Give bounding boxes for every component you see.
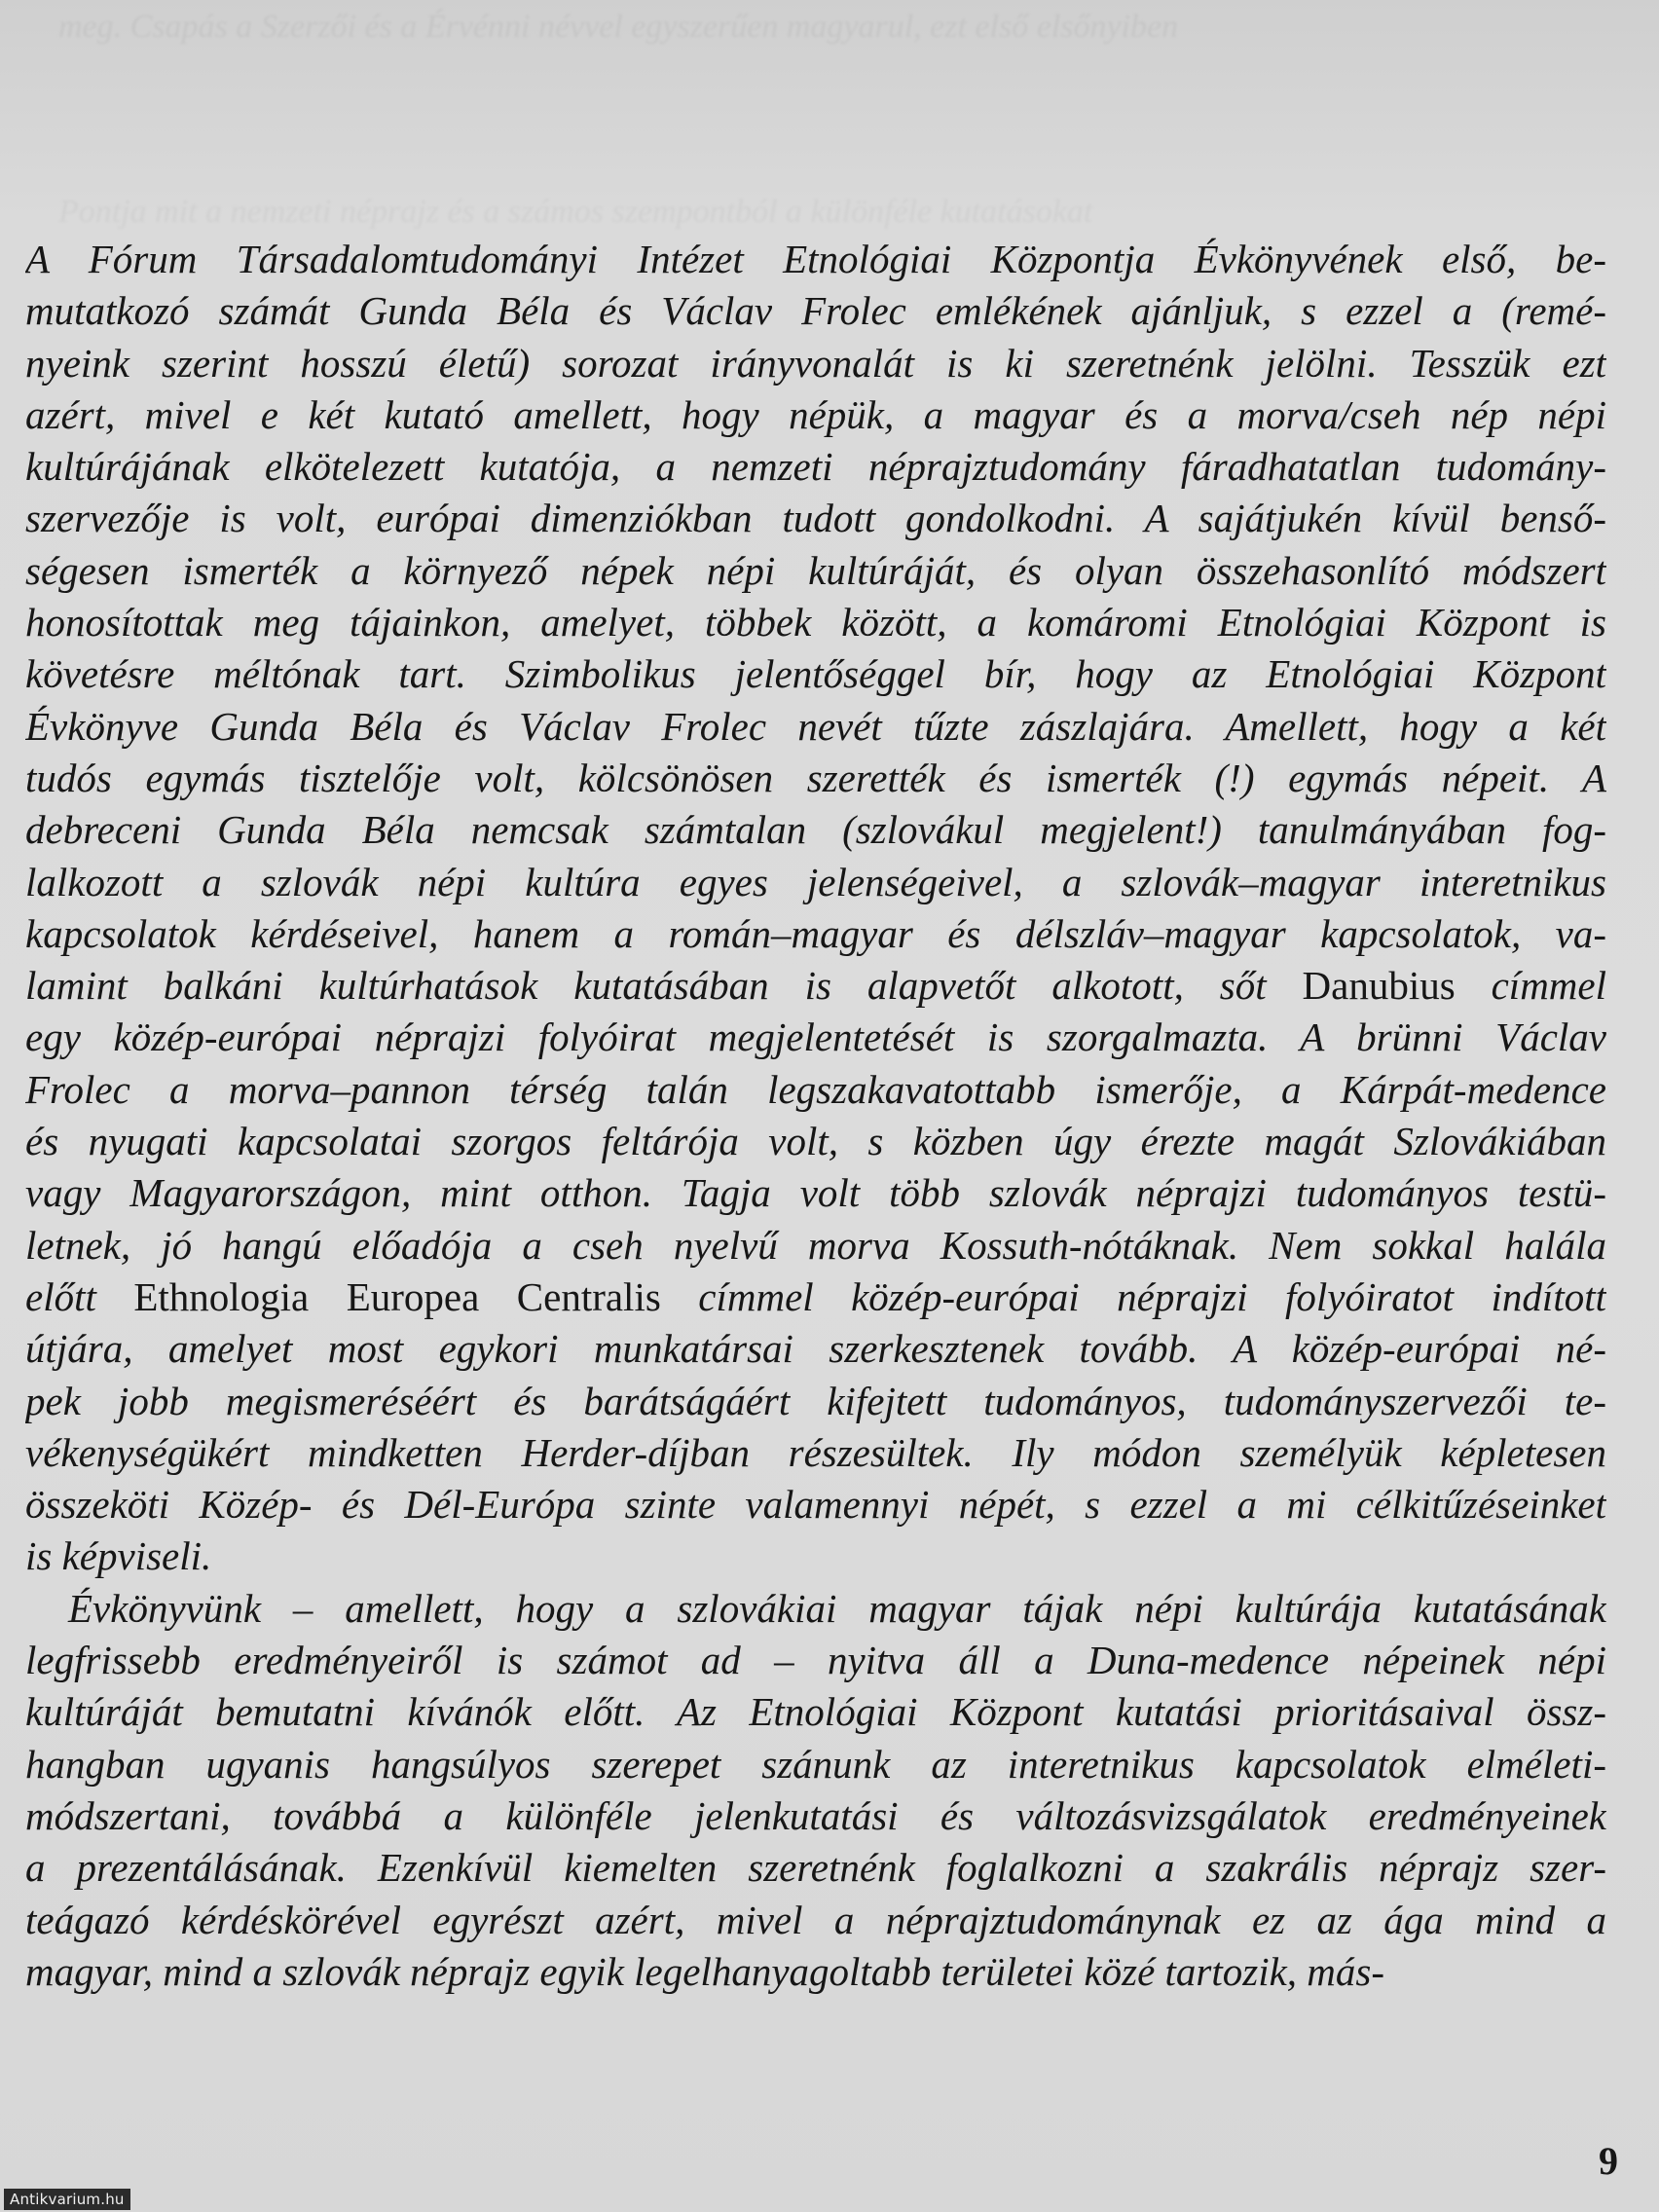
text-segment: nyeink szerint hosszú életű) sorozat irányvonalát is ki szeretnénk jelölni. Tesszük ezt	[25, 340, 1606, 386]
text-segment: azért, mivel e két kutató amellett, hogy népük, a magyar és a morva/cseh nép népi	[25, 391, 1606, 437]
text-line	[25, 1272, 1606, 1323]
page-number: 9	[1599, 2139, 1618, 2183]
text-line	[25, 1064, 1606, 1116]
text-segment: hangban ugyanis hangsúlyos szerepet szánunk az interetnikus kapcsolatok elméleti-	[25, 1741, 1606, 1787]
text-line	[25, 857, 1606, 908]
text-segment: legfrissebb eredményeiről is számot ad – nyitva áll a Duna-medence népeinek népi	[25, 1638, 1606, 1683]
text-line	[25, 1530, 1606, 1582]
text-segment: teágazó kérdéskörével egyrészt azért, mivel a néprajztudománynak ez az ága mind a	[25, 1897, 1606, 1942]
text-line	[25, 701, 1606, 753]
text-segment: is képviseli.	[25, 1533, 212, 1579]
text-segment: mutatkozó számát Gunda Béla és Václav Frolec emlékének ajánljuk, s ezzel a (remé-	[25, 288, 1606, 334]
watermark: Antikvarium.hu	[4, 2189, 130, 2210]
text-line	[25, 285, 1606, 337]
text-segment: tudós egymás tisztelője volt, kölcsönösen szerették és ismerték (!) egymás népeit. A	[25, 755, 1606, 800]
text-line	[25, 493, 1606, 544]
text-line	[25, 1220, 1606, 1272]
text-line	[25, 1583, 1606, 1635]
text-segment: ségesen ismerték a környező népek népi kultúráját, és olyan összehasonlító módszert	[25, 547, 1606, 593]
text-line	[25, 1479, 1606, 1530]
text-line	[25, 338, 1606, 389]
text-segment: előtt	[25, 1273, 134, 1319]
text-line	[25, 234, 1606, 285]
text-segment: lamint balkáni kultúrhatások kutatásában is alapvetőt alkotott, sőt	[25, 963, 1303, 1009]
text-line	[25, 1946, 1606, 1998]
text-segment: a prezentálásának. Ezenkívül kiemelten szeretnénk foglalkozni a szakrális néprajz szer-	[25, 1845, 1606, 1891]
text-line	[25, 545, 1606, 597]
text-segment: honosítottak meg tájainkon, amelyet, többek között, a komáromi Etnológiai Központ is	[25, 600, 1606, 645]
bleed-through-text-mid: Pontja mit a nemzeti néprajz és a számos szempontból a különféle kutatásokat	[58, 194, 1093, 230]
text-line	[25, 1686, 1606, 1738]
text-line	[25, 1012, 1606, 1063]
text-segment: címmel közép-európai néprajzi folyóiratot indított	[660, 1273, 1606, 1319]
text-line	[25, 441, 1606, 493]
text-line	[25, 753, 1606, 804]
text-line	[25, 1376, 1606, 1427]
text-line	[25, 1790, 1606, 1842]
text-segment: egy közép-európai néprajzi folyóirat megjelentetését is szorgalmazta. A brünni Václav	[25, 1014, 1606, 1060]
text-segment: Frolec a morva–pannon térség talán legszakavatottabb ismerője, a Kárpát-medence	[25, 1066, 1606, 1112]
text-segment: és nyugati kapcsolatai szorgos feltárója volt, s közben úgy érezte magát Szlovákiában	[25, 1119, 1606, 1164]
text-segment: debreceni Gunda Béla nemcsak számtalan (szlovákul megjelent!) tanulmányában fog-	[25, 807, 1606, 853]
bleed-through-text-top: meg. Csapás a Szerzői és a Érvénni névvel egyszerűen magyarul, ezt első elsőnyiben	[58, 9, 1179, 45]
text-segment: követésre méltónak tart. Szimbolikus jelentőséggel bír, hogy az Etnológiai Központ	[25, 651, 1606, 697]
paragraph	[25, 1583, 1606, 1998]
text-line	[25, 1427, 1606, 1479]
text-line	[25, 389, 1606, 441]
text-line	[25, 597, 1606, 648]
text-segment: vagy Magyarországon, mint otthon. Tagja volt több szlovák néprajzi tudományos testü-	[25, 1170, 1606, 1216]
text-segment: kapcsolatok kérdéseivel, hanem a román–magyar és délszláv–magyar kapcsolatok, va-	[25, 910, 1606, 956]
title-reference: Ethnologia Europea Centralis	[133, 1273, 661, 1319]
text-segment: pek jobb megismeréséért és barátságáért kifejtett tudományos, tudományszervezői te-	[25, 1378, 1606, 1423]
text-segment: magyar, mind a szlovák néprajz egyik legelhanyagoltabb területei közé tartozik, más-	[25, 1948, 1385, 1994]
text-segment: Évkönyvünk – amellett, hogy a szlovákiai magyar tájak népi kultúrája kutatásának	[68, 1585, 1606, 1631]
text-line	[25, 960, 1606, 1012]
text-line	[25, 1116, 1606, 1167]
text-segment: címmel	[1455, 963, 1606, 1009]
text-segment: letnek, jó hangú előadója a cseh nyelvű morva Kossuth-nótáknak. Nem sokkal halála	[25, 1222, 1606, 1268]
title-reference: Danubius	[1302, 963, 1456, 1009]
text-line	[25, 1635, 1606, 1686]
text-line	[25, 1167, 1606, 1219]
text-segment: A Fórum Társadalomtudományi Intézet Etnológiai Központja Évkönyvének első, be-	[25, 237, 1606, 281]
body-text	[25, 234, 1606, 1998]
text-line	[25, 1842, 1606, 1894]
paragraph	[25, 234, 1606, 1583]
text-line	[25, 1323, 1606, 1375]
text-line	[25, 648, 1606, 700]
text-line	[25, 1895, 1606, 1946]
text-segment: összeköti Közép- és Dél-Európa szinte valamennyi népét, s ezzel a mi célkitűzéseinket	[25, 1482, 1606, 1528]
text-line	[25, 908, 1606, 960]
text-segment: vékenységükért mindketten Herder-díjban részesültek. Ily módon személyük képletesen	[25, 1429, 1606, 1475]
text-line	[25, 1739, 1606, 1790]
text-segment: kultúráját bemutatni kívánók előtt. Az Etnológiai Központ kutatási prioritásaival össz-	[25, 1689, 1606, 1735]
text-line	[25, 804, 1606, 856]
text-segment: módszertani, továbbá a különféle jelenkutatási és változásvizsgálatok eredményeinek	[25, 1792, 1606, 1838]
text-segment: Évkönyve Gunda Béla és Václav Frolec nevét tűzte zászlajára. Amellett, hogy a két	[25, 703, 1606, 749]
text-segment: szervezője is volt, európai dimenziókban tudott gondolkodni. A sajátjukén kívül benső-	[25, 496, 1606, 541]
text-segment: lalkozott a szlovák népi kultúra egyes jelenségeivel, a szlovák–magyar interetnikus	[25, 859, 1606, 904]
text-segment: útjára, amelyet most egykori munkatársai szerkesztenek tovább. A közép-európai né-	[25, 1326, 1606, 1372]
text-segment: kultúrájának elkötelezett kutatója, a nemzeti néprajztudomány fáradhatatlan tudomány-	[25, 444, 1606, 490]
